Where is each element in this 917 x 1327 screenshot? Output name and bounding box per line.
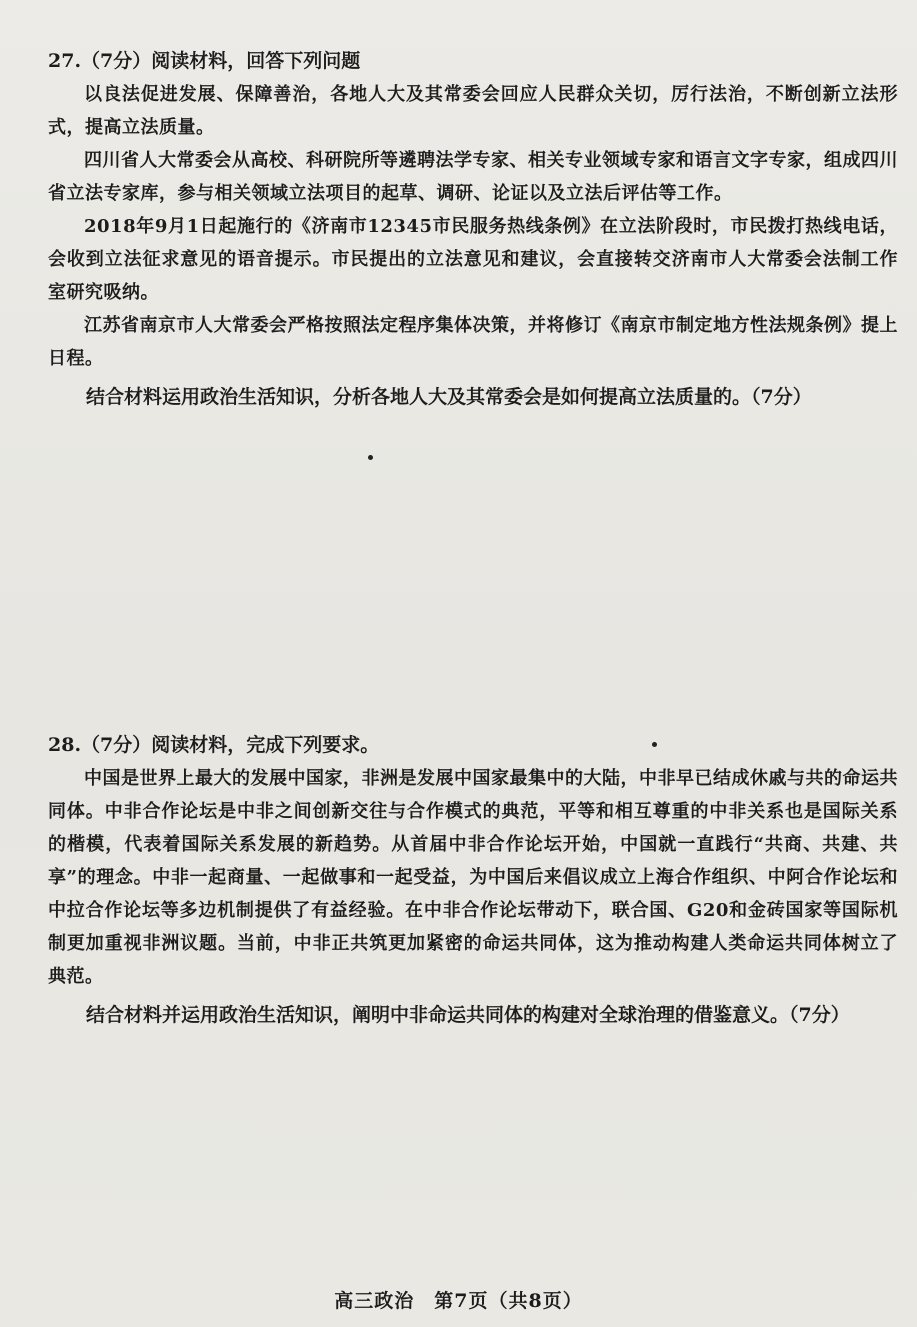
ink-dot <box>368 455 373 460</box>
question-27-paragraph: 2018年9月1日起施行的《济南市12345市民服务热线条例》在立法阶段时，市民拨打热线电话，会收到立法征求意见的语音提示。市民提出的立法意见和建议，会直接转交济南市人大常委会法制工作室研究吸纳。 <box>48 216 898 303</box>
question-27-header: 27.（7分）阅读材料，回答下列问题 <box>48 50 361 72</box>
question-27-paragraph: 江苏省南京市人大常委会严格按照法定程序集体决策，并将修订《南京市制定地方性法规条例》提上日程。 <box>48 315 898 369</box>
question-28 <box>48 730 898 1032</box>
question-28-header: 28.（7分）阅读材料，完成下列要求。 <box>48 734 380 756</box>
answer-area-28[interactable] <box>48 1140 898 1280</box>
answer-area-27[interactable] <box>48 430 898 710</box>
question-27 <box>48 46 898 414</box>
question-28-paragraph: 中国是世界上最大的发展中国家，非洲是发展中国家最集中的大陆，中非早已结成休戚与共的命运共同体。中非合作论坛是中非之间创新交往与合作模式的典范，平等和相互尊重的中非关系也是国际关系的楷模，代表着国际关系发展的新趋势。从首届中非合作论坛开始，中国就一直践行“共商、共建、共享”的理念。中非一起商量、一起做事和一起受益，为中国后来倡议成立上海合作组织、中阿合作论坛和中拉合作论坛等多边机制提供了有益经验。在中非合作论坛带动下，联合国、G20和金砖国家等国际机制更加重视非洲议题。当前，中非正共筑更加紧密的命运共同体，这为推动构建人类命运共同体树立了典范。 <box>48 768 898 987</box>
question-27-task: 结合材料运用政治生活知识，分析各地人大及其常委会是如何提高立法质量的。（7分） <box>86 386 812 408</box>
page-footer: 高三政治 第7页（共8页） <box>334 1290 583 1312</box>
ink-dot <box>652 742 657 747</box>
question-28-task: 结合材料并运用政治生活知识，阐明中非命运共同体的构建对全球治理的借鉴意义。（7分） <box>86 1004 850 1026</box>
question-27-paragraph: 以良法促进发展、保障善治，各地人大及其常委会回应人民群众关切，厉行法治，不断创新立法形式，提高立法质量。 <box>48 84 898 138</box>
question-27-paragraph: 四川省人大常委会从高校、科研院所等遴聘法学专家、相关专业领域专家和语言文字专家，组成四川省立法专家库，参与相关领域立法项目的起草、调研、论证以及立法后评估等工作。 <box>48 150 898 204</box>
